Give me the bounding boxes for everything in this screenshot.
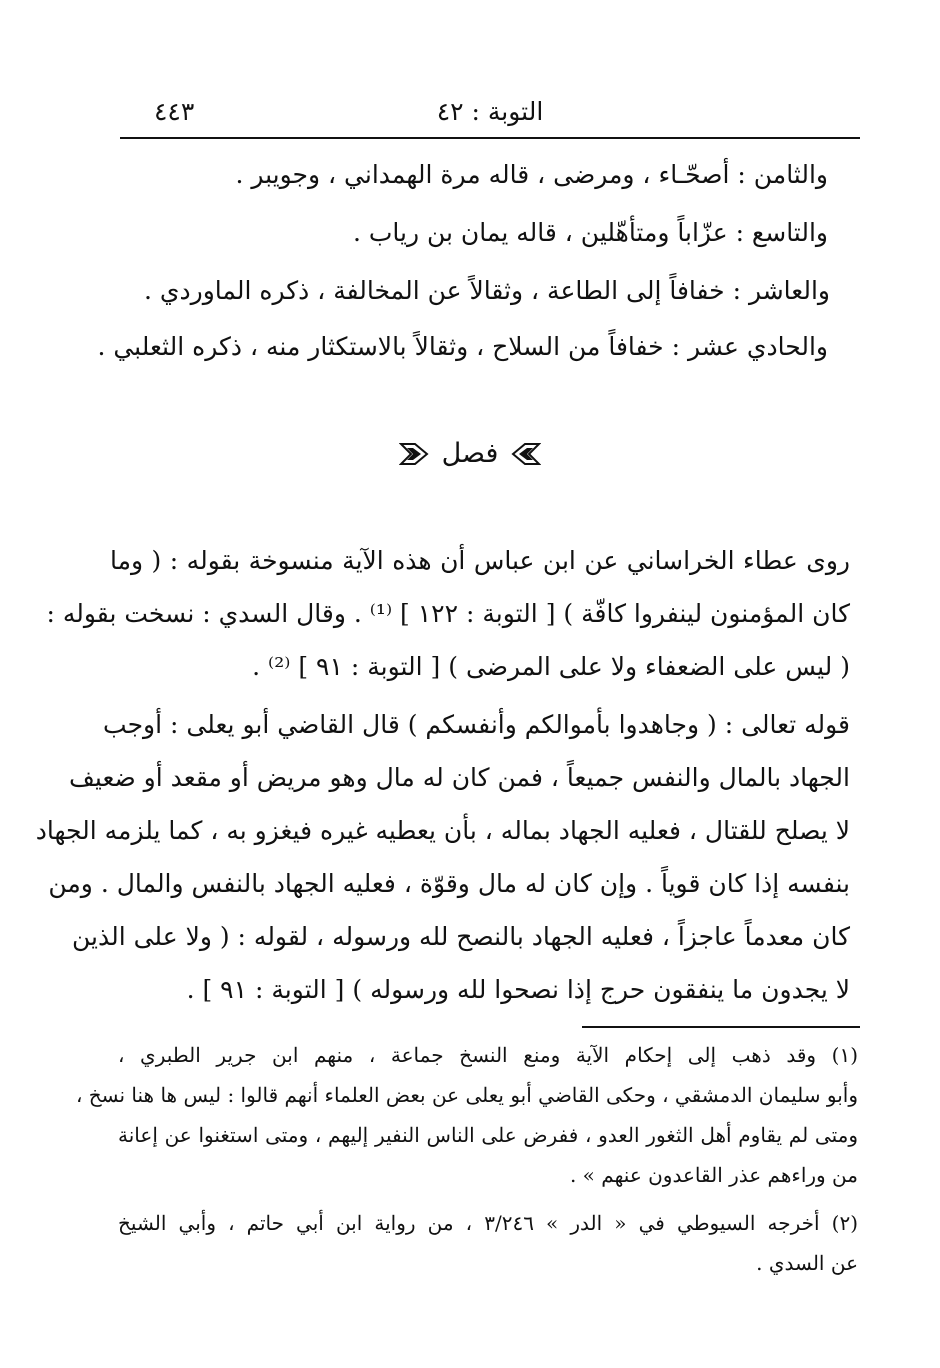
text-line: ( ليس على الضعفاء ولا على المرضى ) [ التوبة : ٩١ ] ⁽²⁾ . xyxy=(252,652,850,681)
footnote-line: (١) وقد ذهب إلى إحكام الآية ومنع النسخ جماعة ، منهم ابن جرير الطبري ، xyxy=(118,1043,859,1067)
footnote-rule xyxy=(582,1026,860,1028)
section-title: فصل xyxy=(441,438,499,469)
page-header xyxy=(120,92,860,132)
text-line: الجهاد بالمال والنفس جميعاً ، فمن كان له مال وهو مريض أو مقعد أو ضعيف xyxy=(69,763,850,792)
footnote-line: من وراءهم عذر القاعدون عنهم » . xyxy=(569,1163,858,1187)
text-line: لا يجدون ما ينفقون حرج إذا نصحوا لله ورسوله ) [ التوبة : ٩١ ] . xyxy=(186,975,850,1004)
text-line: روى عطاء الخراساني عن ابن عباس أن هذه الآية منسوخة بقوله : ( وما xyxy=(110,546,850,575)
text-line: بنفسه إذا كان قوياً . وإن كان له مال وقوّة ، فعليه الجهاد بالنفس والمال . ومن xyxy=(48,869,850,898)
ornament-icon xyxy=(399,441,429,467)
text-line: كان معدماً عاجزاً ، فعليه الجهاد بالنصح لله ورسوله ، لقوله : ( ولا على الذين xyxy=(71,922,850,951)
text-line: قوله تعالى : ( وجاهدوا بأموالكم وأنفسكم ) قال القاضي أبو يعلى : أوجب xyxy=(103,710,850,739)
text-line: والتاسع : عزّاباً ومتأهّلين ، قاله يمان بن رياب . xyxy=(352,218,828,247)
footnote-line: ومتى لم يقاوم أهل الثغور العدو ، ففرض على الناس النفير إليهم ، ومتى استغنوا عن إعانة xyxy=(118,1123,858,1147)
text-line: لا يصلح للقتال ، فعليه الجهاد بماله ، بأن يعطيه غيره فيغزو به ، كما يلزمه الجهاد xyxy=(35,816,850,845)
text-line: والثامن : أصحّـاء ، ومرضى ، قاله مرة الهمداني ، وجويبر . xyxy=(235,160,828,189)
footnote-line: عن السدي . xyxy=(756,1251,858,1275)
page-number: ٤٤٣ xyxy=(154,97,195,126)
text-line: والعاشر : خفافاً إلى الطاعة ، وثقالاً عن المخالفة ، ذكره الماوردي . xyxy=(144,276,830,305)
ornament-icon xyxy=(511,441,541,467)
footnote-line: وأبو سليمان الدمشقي ، وحكى القاضي أبو يعلى عن بعض العلماء أنهم قالوا : ليس ها هنا نسخ ، xyxy=(75,1083,858,1107)
header-rule xyxy=(120,137,860,139)
section-heading xyxy=(0,434,940,474)
text-line: كان المؤمنون لينفروا كافّة ) [ التوبة : ١٢٢ ] ⁽¹⁾ . وقال السدي : نسخت بقوله : xyxy=(46,599,850,628)
footnote-line: (٢) أخرجه السيوطي في « الدر » ٣/٢٤٦ ، من رواية ابن أبي حاتم ، وأبي الشيخ xyxy=(118,1211,858,1235)
running-title: التوبة : ٤٢ xyxy=(436,97,544,126)
text-line: والحادي عشر : خفافاً من السلاح ، وثقالاً بالاستكثار منه ، ذكره الثعلبي . xyxy=(97,332,828,361)
